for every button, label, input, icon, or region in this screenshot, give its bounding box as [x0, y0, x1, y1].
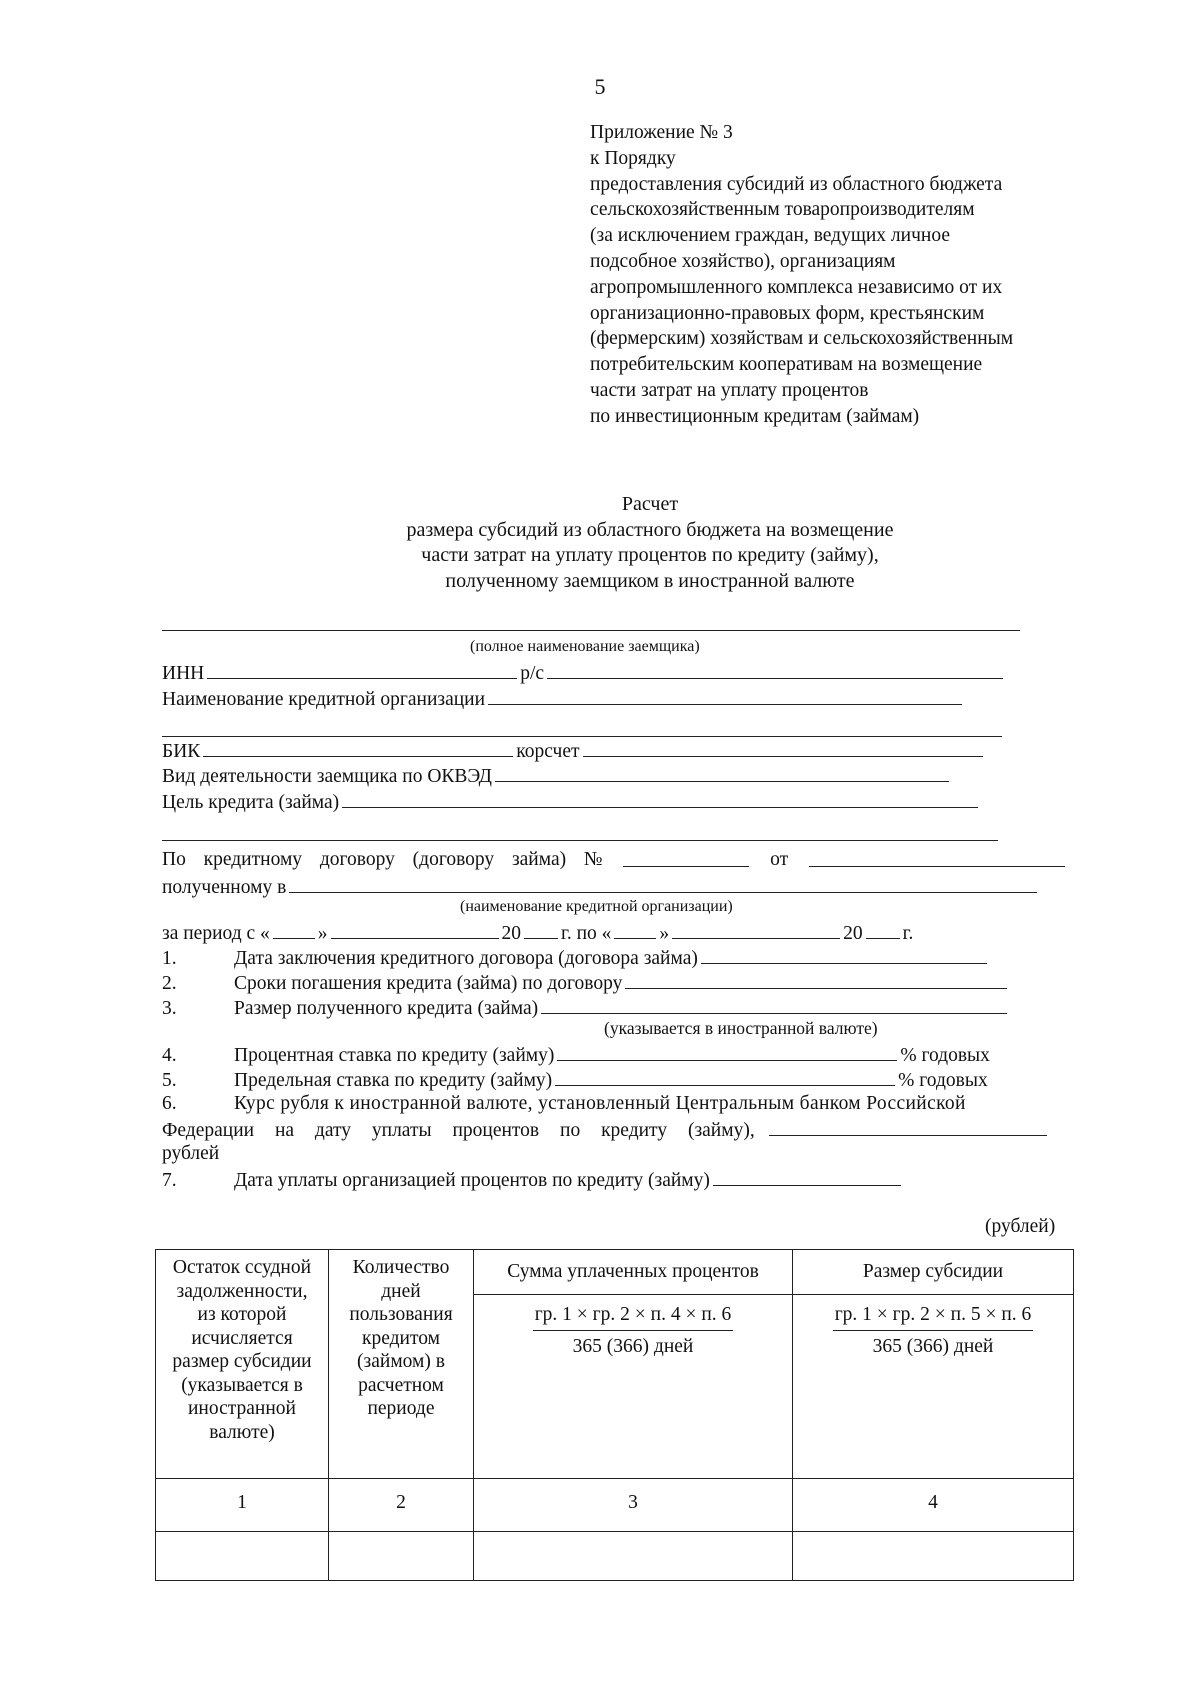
borrower-name-field[interactable] — [162, 630, 1020, 631]
item-label: Дата заключения кредитного договора (договора займа) — [234, 948, 698, 969]
annex-line: части затрат на уплату процентов — [590, 379, 869, 401]
table-cell[interactable] — [793, 1532, 1074, 1581]
table-cell[interactable] — [156, 1532, 329, 1581]
period-to-label: г. по « — [561, 923, 612, 944]
period-end-month-field[interactable] — [672, 920, 840, 939]
okved-field[interactable] — [495, 763, 949, 782]
contract-word: договору — [319, 849, 395, 870]
title-line: полученному заемщиком в иностранной валюте — [445, 569, 855, 592]
account-field[interactable] — [547, 660, 1003, 679]
formula-denominator: 365 (366) дней — [872, 1336, 994, 1357]
year-prefix: 20 — [501, 923, 522, 944]
max-rate-field[interactable] — [555, 1067, 895, 1086]
formula-numerator: гр. 1 × гр. 2 × п. 4 × п. 6 — [533, 1303, 734, 1332]
item-number: 4. — [162, 1045, 177, 1066]
annex-line: (фермерским) хозяйствам и сельскохозяйственным — [590, 328, 1014, 350]
contract-word: (договору — [412, 849, 495, 870]
period-end-year-field[interactable] — [866, 920, 900, 939]
bank-name-field-continued[interactable] — [162, 736, 1002, 737]
item-number: 2. — [162, 973, 177, 994]
quote-close: » — [317, 923, 328, 944]
item-6-rubles — [162, 1142, 219, 1166]
item-2 — [162, 970, 1010, 996]
contract-row — [162, 848, 1068, 872]
column-number-row — [156, 1479, 1074, 1532]
account-label: р/с — [520, 663, 545, 684]
units-label: (рублей) — [985, 1216, 1056, 1237]
interest-rate-field[interactable] — [557, 1042, 897, 1061]
document-title — [0, 492, 1200, 594]
header-line: исчисляется — [191, 1327, 293, 1349]
column-number: 3 — [474, 1479, 793, 1532]
loan-amount-field[interactable] — [541, 995, 1007, 1014]
header-col-3-title: Сумма уплаченных процентов — [474, 1250, 792, 1295]
okved-label: Вид деятельности заемщика по ОКВЭД — [162, 766, 492, 787]
bank-caption: (наименование кредитной организации) — [460, 898, 733, 915]
corr-account-field[interactable] — [583, 738, 983, 757]
formula-interest — [474, 1295, 792, 1359]
header-line: периоде — [367, 1398, 435, 1419]
column-number: 2 — [329, 1479, 474, 1532]
repayment-terms-field[interactable] — [625, 970, 1007, 989]
period-from-label: за период с « — [162, 923, 270, 944]
column-number: 4 — [793, 1479, 1074, 1532]
rubles-label: рублей — [162, 1143, 220, 1164]
header-line: пользования — [349, 1304, 453, 1325]
contract-word: займа) — [511, 849, 567, 870]
item-7 — [162, 1167, 904, 1193]
table-cell[interactable] — [474, 1532, 793, 1581]
contract-from-label: от — [770, 849, 789, 870]
item-number: 3. — [162, 998, 177, 1019]
item-5 — [162, 1067, 988, 1093]
year-suffix-label: г. — [902, 923, 914, 944]
inn-row — [162, 660, 1006, 686]
contract-conclusion-date-field[interactable] — [701, 945, 987, 964]
purpose-label: Цель кредита (займа) — [162, 792, 340, 813]
purpose-row — [162, 789, 981, 815]
table-row — [156, 1532, 1074, 1581]
item-3 — [162, 995, 1010, 1021]
annex-line: (за исключением граждан, ведущих личное — [590, 225, 950, 247]
page-number: 5 — [594, 74, 606, 99]
item-number: 1. — [162, 948, 177, 969]
contract-number-field[interactable] — [623, 848, 749, 867]
annex-line: предоставления субсидий из областного бюджета — [590, 173, 1003, 195]
item-label: Курс рубля к иностранной валюте, установленный Центральным банком Российской — [234, 1093, 966, 1114]
header-line: (указывается в — [181, 1374, 303, 1396]
header-line: расчетном — [358, 1374, 444, 1396]
header-line: Остаток ссудной — [172, 1257, 312, 1278]
period-end-day-field[interactable] — [614, 920, 656, 939]
borrower-caption: (полное наименование заемщика) — [470, 638, 700, 655]
header-line: размер субсидии — [172, 1351, 312, 1372]
annex-line: к Порядку — [590, 147, 676, 169]
percent-per-year: % годовых — [898, 1070, 988, 1091]
inn-label: ИНН — [162, 663, 205, 684]
okved-row — [162, 763, 952, 789]
item-1 — [162, 945, 990, 971]
item-number: 6. — [162, 1093, 177, 1114]
exchange-rate-field[interactable] — [769, 1117, 1047, 1136]
header-line: иностранной — [188, 1398, 296, 1419]
header-col-4-title: Размер субсидии — [793, 1250, 1073, 1295]
received-bank-field[interactable] — [289, 874, 1037, 893]
annex-line: по инвестиционным кредитам (займам) — [590, 405, 920, 427]
header-col-3 — [474, 1250, 793, 1479]
contract-word: По — [162, 849, 186, 870]
annex-line: сельскохозяйственным товаропроизводителям — [590, 199, 975, 221]
bik-label: БИК — [162, 741, 201, 762]
annex-header — [590, 120, 1110, 430]
quote-close: » — [659, 923, 670, 944]
title-line: размера субсидий из областного бюджета на возмещение — [406, 518, 894, 541]
bank-name-label: Наименование кредитной организации — [162, 689, 486, 710]
annex-line: Приложение № 3 — [590, 122, 733, 143]
formula-numerator: гр. 1 × гр. 2 × п. 5 × п. 6 — [833, 1303, 1034, 1332]
item-number: 5. — [162, 1070, 177, 1091]
received-in-label: полученному в — [162, 877, 287, 898]
item-4 — [162, 1042, 990, 1068]
annex-line: агропромышленного комплекса независимо от их — [590, 276, 1003, 298]
annex-line: организационно-правовых форм, крестьянским — [590, 302, 985, 324]
currency-caption: (указывается в иностранной валюте) — [604, 1018, 878, 1038]
corr-account-label: корсчет — [516, 741, 580, 762]
item-number: 7. — [162, 1170, 177, 1191]
header-line: задолженности, — [176, 1280, 308, 1302]
contract-word: кредитному — [203, 849, 303, 870]
column-number: 1 — [156, 1479, 329, 1532]
period-start-year-field[interactable] — [524, 920, 558, 939]
purpose-field-continued[interactable] — [162, 840, 998, 841]
contract-date-field[interactable] — [809, 848, 1065, 867]
received-row — [162, 874, 1040, 900]
annex-line: потребительским кооперативам на возмещение — [590, 354, 983, 376]
period-start-month-field[interactable] — [331, 920, 499, 939]
header-col-1 — [156, 1250, 329, 1479]
header-line: (займом) в — [357, 1351, 445, 1372]
interest-payment-date-field[interactable] — [713, 1167, 901, 1186]
header-col-2 — [329, 1250, 474, 1479]
period-row — [162, 920, 913, 946]
title-line: части затрат на уплату процентов по кредиту (займу), — [421, 544, 879, 566]
item-label: Процентная ставка по кредиту (займу) — [234, 1045, 555, 1066]
header-line: дней — [381, 1280, 421, 1302]
header-line: валюте) — [209, 1421, 275, 1443]
header-line: из которой — [197, 1304, 287, 1325]
bank-name-row — [162, 686, 965, 712]
year-prefix: 20 — [843, 923, 863, 944]
title-line: Расчет — [621, 493, 679, 515]
item-6-continued — [162, 1117, 1066, 1143]
item-label-continued: Федерации на дату уплаты процентов по кредиту (займу), — [162, 1120, 755, 1141]
contract-number-label: № — [583, 849, 603, 870]
bank-name-field[interactable] — [488, 686, 962, 705]
header-line: кредитом — [362, 1327, 440, 1349]
header-col-4 — [793, 1250, 1074, 1479]
formula-subsidy — [793, 1295, 1073, 1359]
inn-field[interactable] — [207, 660, 517, 679]
percent-per-year: % годовых — [900, 1045, 990, 1066]
table-cell[interactable] — [329, 1532, 474, 1581]
formula-denominator: 365 (366) дней — [572, 1336, 694, 1357]
purpose-field[interactable] — [342, 789, 978, 808]
annex-line: подсобное хозяйство), организациям — [590, 250, 896, 272]
item-label: Размер полученного кредита (займа) — [234, 998, 539, 1019]
table-header-row — [156, 1250, 1074, 1479]
period-start-day-field[interactable] — [273, 920, 315, 939]
item-label: Предельная ставка по кредиту (займу) — [234, 1070, 553, 1091]
item-label: Дата уплаты организацией процентов по кредиту (займу) — [234, 1170, 710, 1191]
item-6 — [162, 1092, 1066, 1116]
calculation-table — [155, 1249, 1074, 1581]
header-line: Количество — [352, 1257, 450, 1278]
bik-field[interactable] — [203, 738, 513, 757]
bik-row — [162, 738, 986, 764]
item-label: Сроки погашения кредита (займа) по договору — [234, 973, 623, 994]
